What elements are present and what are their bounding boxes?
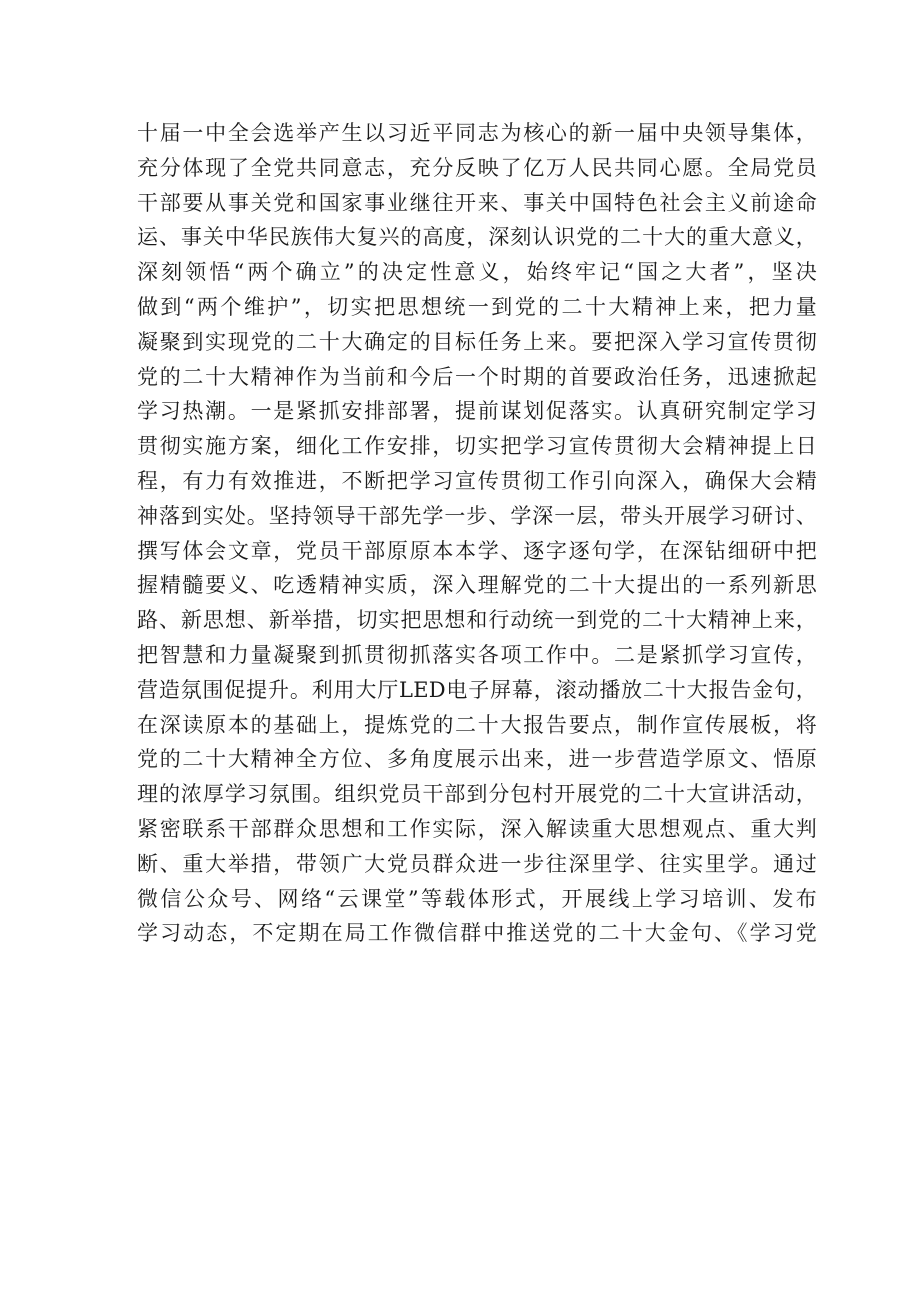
text-line: 充分体现了全党共同意志，充分反映了亿万人民共同心愿。全局党员 <box>137 155 817 180</box>
text-line: 微信公众号、网络“云课堂”等载体形式，开展线上学习培训、发布 <box>137 886 817 911</box>
text-line: 做到“两个维护”，切实把思想统一到党的二十大精神上来，把力量 <box>137 294 817 319</box>
text-line: 十届一中全会选举产生以习近平同志为核心的新一届中央领导集体， <box>137 121 817 145</box>
text-line: 干部要从事关党和国家事业继往开来、事关中国特色社会主义前途命 <box>137 190 817 215</box>
text-line: 运、事关中华民族伟大复兴的高度，深刻认识党的二十大的重大意义， <box>137 225 817 250</box>
text-line: 在深读原本的基础上，提炼党的二十大报告要点，制作宣传展板，将 <box>137 712 817 737</box>
text-line: 撰写体会文章，党员干部原原本本学、逐字逐句学，在深钻细研中把 <box>137 538 817 563</box>
text-line: 凝聚到实现党的二十大确定的目标任务上来。要把深入学习宣传贯彻 <box>137 329 817 354</box>
text-line: 程，有力有效推进，不断把学习宣传贯彻工作引向深入，确保大会精 <box>137 468 817 493</box>
text-line: 紧密联系干部群众思想和工作实际，深入解读重大思想观点、重大判 <box>137 816 817 841</box>
text-line: 营造氛围促提升。利用大厅LED电子屏幕，滚动播放二十大报告金句， <box>137 677 817 702</box>
text-line: 路、新思想、新举措，切实把思想和行动统一到党的二十大精神上来， <box>137 608 817 633</box>
text-line: 党的二十大精神作为当前和今后一个时期的首要政治任务，迅速掀起 <box>137 364 817 389</box>
text-line: 深刻领悟“两个确立”的决定性意义，始终牢记“国之大者”，坚决 <box>137 260 817 285</box>
text-line: 理的浓厚学习氛围。组织党员干部到分包村开展党的二十大宣讲活动， <box>137 782 817 807</box>
body-paragraph <box>137 116 817 951</box>
text-line: 贯彻实施方案，细化工作安排，切实把学习宣传贯彻大会精神提上日 <box>137 434 817 459</box>
text-line: 学习动态，不定期在局工作微信群中推送党的二十大金句、《学习党 <box>137 921 817 946</box>
text-line: 党的二十大精神全方位、多角度展示出来，进一步营造学原文、悟原 <box>137 747 817 772</box>
text-line: 断、重大举措，带领广大党员群众进一步往深里学、往实里学。通过 <box>137 851 817 876</box>
text-line: 神落到实处。坚持领导干部先学一步、学深一层，带头开展学习研讨、 <box>137 503 817 528</box>
text-line: 握精髓要义、吃透精神实质，深入理解党的二十大提出的一系列新思 <box>137 573 817 598</box>
text-line: 把智慧和力量凝聚到抓贯彻抓落实各项工作中。二是紧抓学习宣传， <box>137 642 817 667</box>
text-line: 学习热潮。一是紧抓安排部署，提前谋划促落实。认真研究制定学习 <box>137 399 817 424</box>
